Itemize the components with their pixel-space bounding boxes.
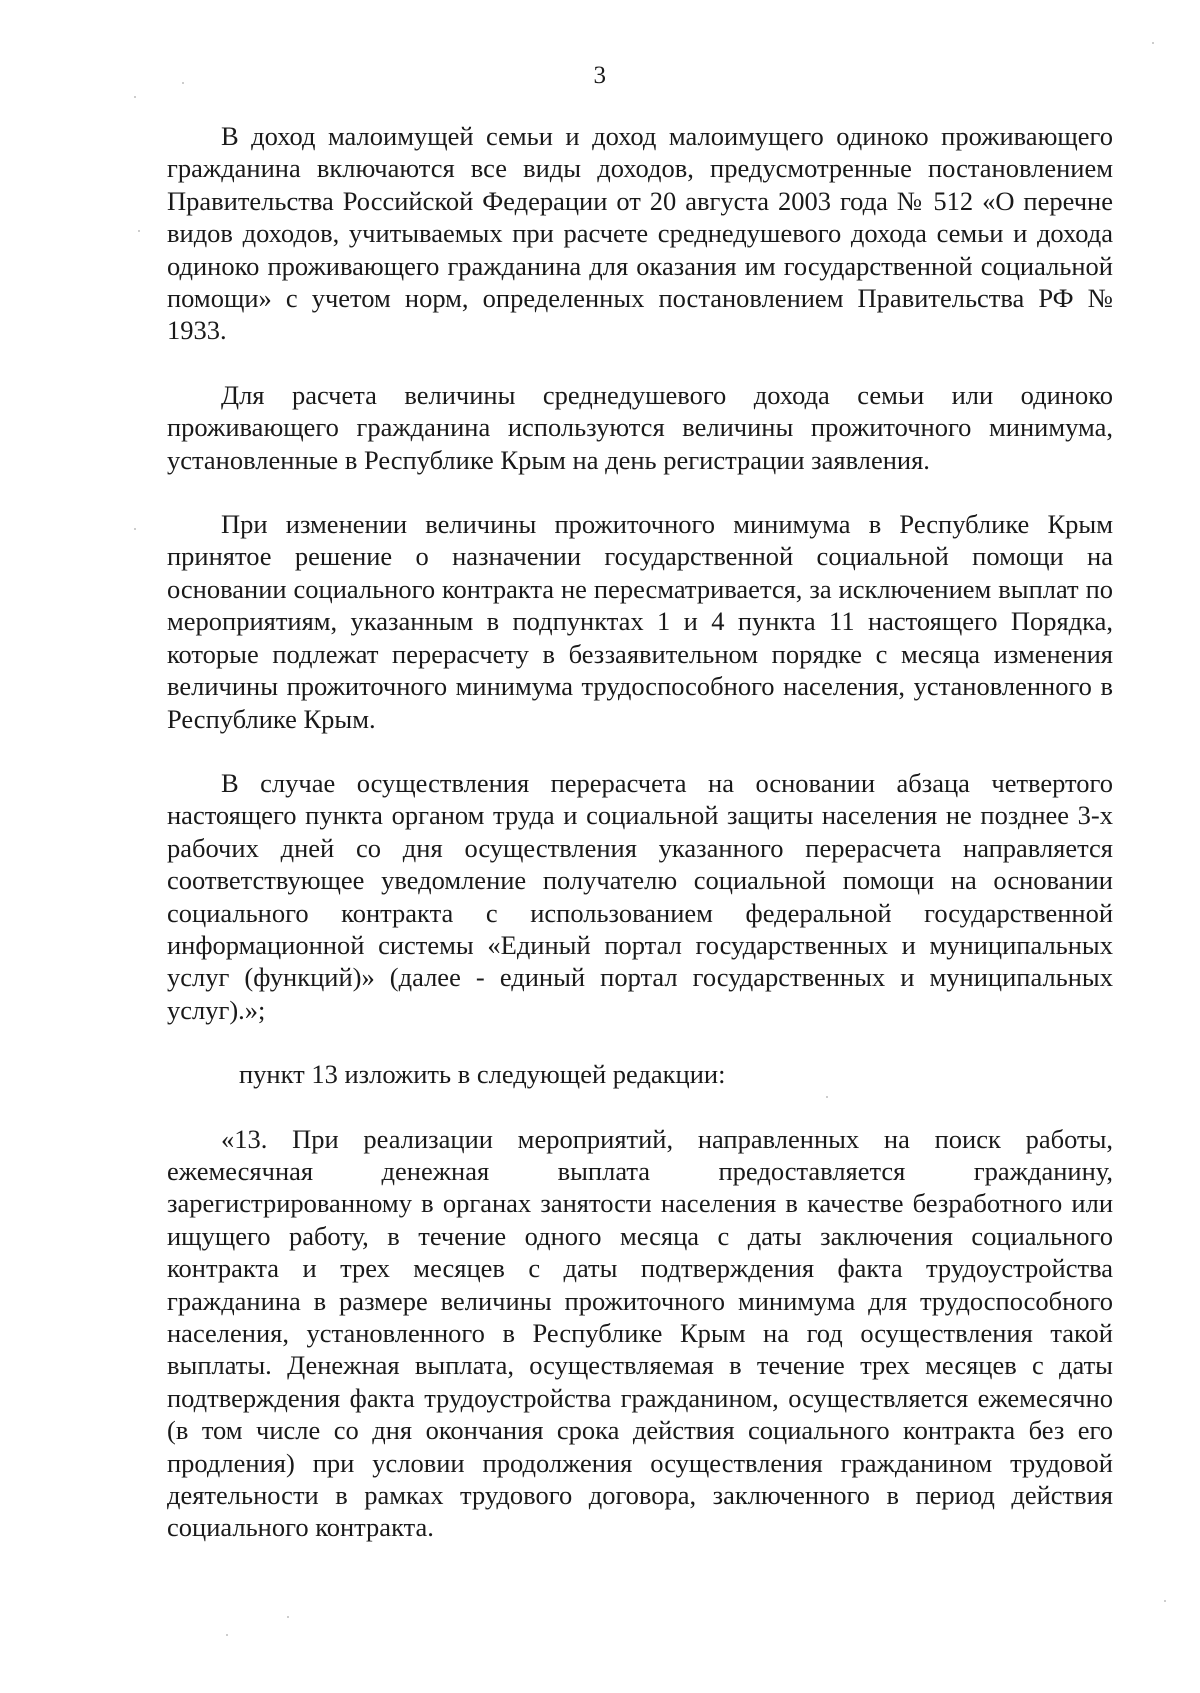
scan-speck (226, 1634, 228, 1636)
scan-speck (1152, 42, 1154, 44)
scan-speck (134, 528, 136, 530)
paragraph-gap (167, 476, 1113, 508)
scan-speck (182, 82, 184, 84)
paragraph-item-13-instruction: пункт 13 изложить в следующей редакции: (239, 1059, 726, 1090)
paragraph-minimum-change: При изменении величины прожиточного минимума в Республике Крым принятое решение о назначении государственной социальной помощи на основании социального контракта не пересматривается, за исключением выплат по мероприятиям, указанным в подпунктах 1 и 4 пункта 11 настоящего Порядка, которые подлежат перерасчету в беззаявительном порядке с месяца изменения величины прожиточного минимума трудоспособного населения, установленного в Республике Крым. (167, 509, 1113, 734)
paragraph-gap (167, 1091, 1113, 1123)
scan-speck (287, 1616, 289, 1618)
paragraph-income-composition: В доход малоимущей семьи и доход малоимущего одиноко проживающего гражданина включаются все виды доходов, предусмотренные постановлением Правительства Российской Федерации от 20 августа 2003 года № 512 «О перечне видов доходов, учитываемых при расчете среднедушевого дохода семьи и дохода одиноко проживающего гражданина для оказания им государственной социальной помощи» с учетом норм, определенных постановлением Правительства РФ № 1933. (167, 121, 1113, 346)
scan-speck (134, 96, 136, 98)
paragraph-recalculation-notice: В случае осуществления перерасчета на основании абзаца четвертого настоящего пункта органом труда и социальной защиты населения не позднее 3-х рабочих дней со дня осуществления указанного перерасчета направляется соответствующее уведомление получателю социальной помощи на основании социального контракта с использованием федеральной государственной информационной системы «Единый портал государственных и муниципальных услуг (функций)» (далее - единый портал государственных и муниципальных услуг).»; (167, 767, 1113, 1025)
paragraph-gap (167, 735, 1113, 767)
scan-speck (138, 230, 140, 232)
paragraph-item-13-text: «13. При реализации мероприятий, направленных на поиск работы, ежемесячная денежная выплата предоставляется гражданину, зарегистрированному в органах занятости населения в качестве безработного или ищущего работу, в течение одного месяца с даты заключения социального контракта и трех месяцев с даты подтверждения факта трудоустройства гражданина в размере величины прожиточного минимума для трудоспособного населения, установленного в Республике Крым на год осуществления такой выплаты. Денежная выплата, осуществляемая в течение трех месяцев с даты подтверждения факта трудоустройства гражданином, осуществляется ежемесячно (в том числе со дня окончания срока действия социального контракта без его продления) при условии продолжения осуществления гражданином трудовой деятельности в рамках трудового договора, заключенного в период действия социального контракта. (167, 1123, 1113, 1543)
paragraph-gap (167, 347, 1113, 379)
scan-speck (1164, 1600, 1166, 1602)
document-body (167, 120, 1113, 1544)
scan-speck (826, 1096, 828, 1098)
page-number: 3 (593, 62, 607, 89)
paragraph-gap (167, 1026, 1113, 1058)
paragraph-subsistence-minimum: Для расчета величины среднедушевого дохода семьи или одиноко проживающего гражданина используются величины прожиточного минимума, установленные в Республике Крым на день регистрации заявления. (167, 379, 1113, 475)
